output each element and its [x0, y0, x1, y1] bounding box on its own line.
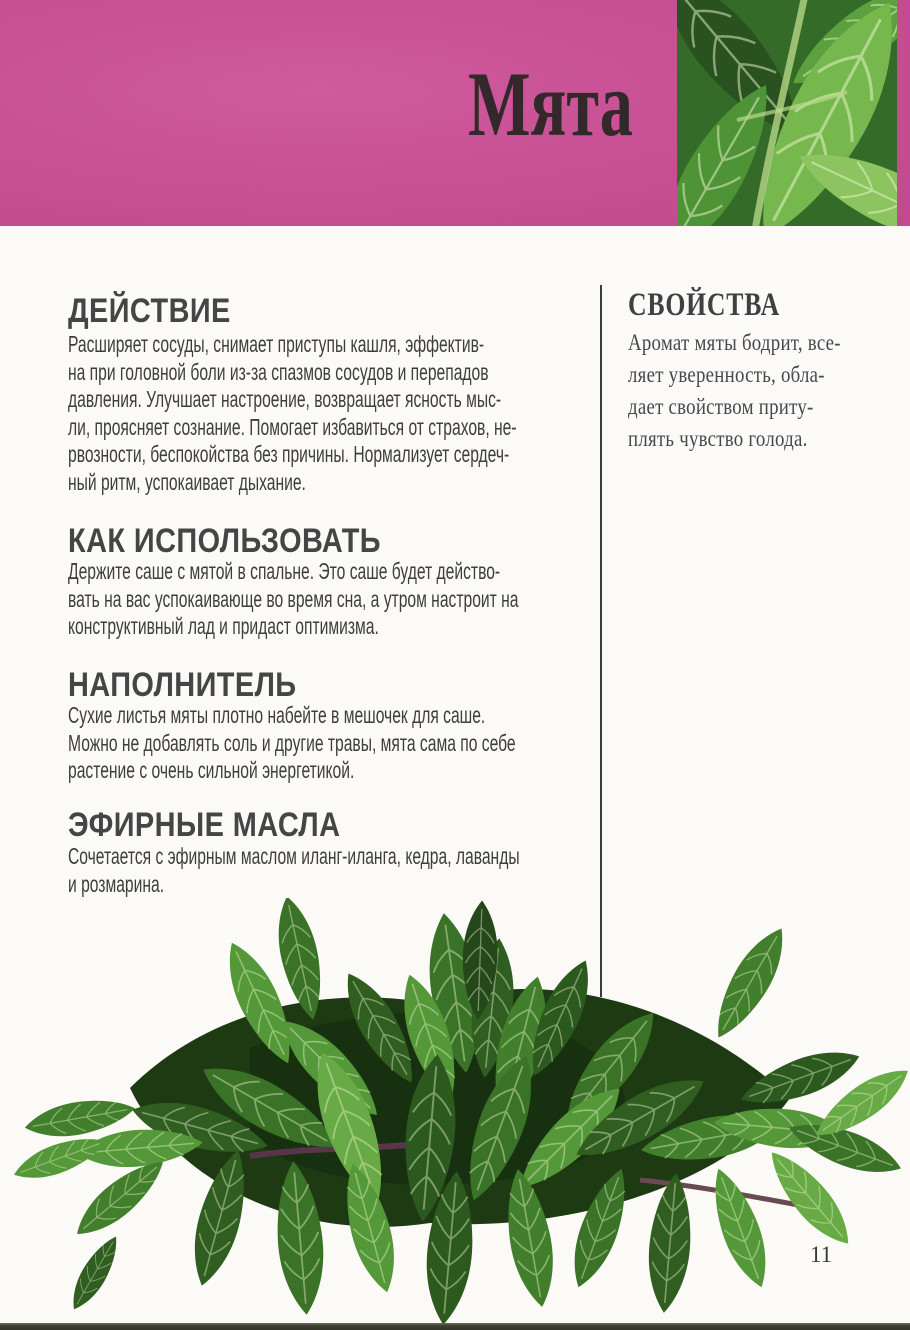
section-heading-filler: НАПОЛНИТЕЛЬ: [68, 666, 297, 704]
body-line: растение с очень сильной энергетикой.: [68, 757, 355, 783]
section-body-action: [68, 331, 598, 496]
sidebar-line: Аромат мяты бодрит, все-: [628, 330, 841, 355]
body-line: Расширяет сосуды, снимает приступы кашля, эффектив-: [68, 331, 485, 357]
sidebar-line: ляет уверенность, обла-: [628, 362, 825, 387]
section-body-essential-oils: [68, 843, 598, 898]
sidebar-heading-properties: СВОЙСТВА: [628, 287, 780, 323]
section-body-filler: [68, 702, 598, 785]
section-heading-how-to-use: КАК ИСПОЛЬЗОВАТЬ: [68, 522, 381, 560]
section-heading-action: ДЕЙСТВИЕ: [68, 292, 231, 330]
sidebar-line: плять чувство голода.: [628, 426, 808, 451]
body-line: рвозности, беспокойства без причины. Нормализует сердеч-: [68, 441, 510, 467]
sidebar-line: дает свойством приту-: [628, 394, 814, 419]
page-title: Мята: [468, 53, 633, 155]
body-line: Сухие листья мяты плотно набейте в мешочек для саше.: [68, 702, 486, 728]
body-line: Держите саше с мятой в спальне. Это саше будет действо-: [68, 558, 501, 584]
body-line: на при головной боли из-за спазмов сосудов и перепадов: [68, 358, 489, 385]
bottom-mint-photo: [0, 898, 910, 1326]
body-line: и розмарина.: [68, 870, 165, 897]
body-line: давления. Улучшает настроение, возвращает ясность мыс-: [68, 386, 502, 412]
scan-edge: [0, 1323, 910, 1330]
sidebar-body-properties: [628, 327, 890, 455]
body-line: конструктивный лад и придаст оптимизма.: [68, 613, 379, 639]
page-number: 11: [810, 1242, 833, 1267]
body-line: Можно не добавлять соль и другие травы, мята сама по себе: [68, 729, 516, 756]
body-line: Сочетается с эфирным маслом иланг-иланга, кедра, лаванды: [68, 843, 520, 869]
body-line: ли, проясняет сознание. Помогает избавиться от страхов, не-: [68, 413, 517, 440]
section-body-how-to-use: [68, 558, 598, 641]
body-line: ный ритм, успокаивает дыхание.: [68, 468, 306, 495]
chapter-banner: [0, 0, 910, 226]
banner-mint-photo: [677, 0, 897, 226]
column-divider: [600, 285, 602, 997]
body-line: вать на вас успокаивающе во время сна, а утром настроит на: [68, 585, 519, 612]
section-heading-essential-oils: ЭФИРНЫЕ МАСЛА: [68, 806, 341, 844]
